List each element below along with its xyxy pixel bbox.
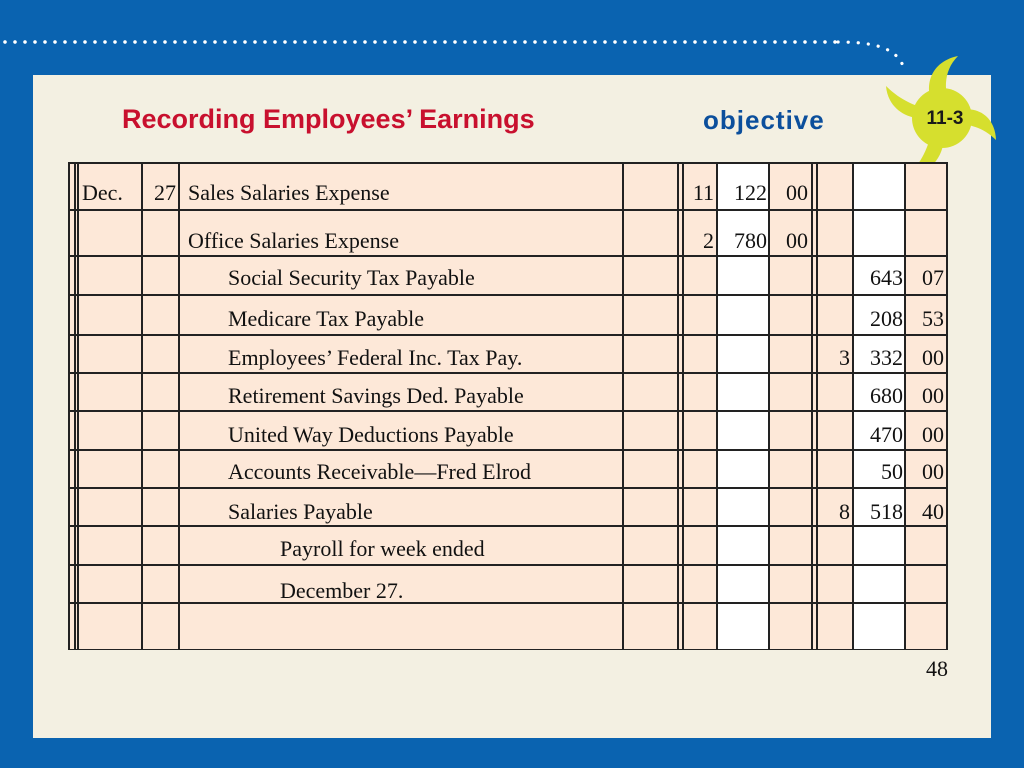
account-title: Retirement Savings Ded. Payable [228,383,524,408]
debit-units: 780 [734,228,767,253]
table-column-divider [141,162,143,650]
table-column-divider [68,162,70,650]
debit-cents: 00 [786,180,808,205]
page-number: 48 [926,656,948,681]
account-title: Payroll for week ended [280,536,485,561]
account-title: United Way Deductions Payable [228,422,514,447]
account-title: Accounts Receivable—Fred Elrod [228,459,532,484]
date-day: 27 [154,180,176,205]
slide-title: Recording Employees’ Earnings [122,104,535,134]
table-column-divider [74,162,76,650]
account-title: Employees’ Federal Inc. Tax Pay. [228,345,523,370]
account-title: Salaries Payable [228,499,373,524]
credit-thousands: 3 [839,345,850,370]
credit-thousands: 8 [839,499,850,524]
table-column-divider [816,162,818,650]
journal-table [68,162,948,650]
debit-cents: 00 [786,228,808,253]
credit-units: 50 [881,459,903,484]
credit-cents: 00 [922,383,944,408]
table-column-divider [622,162,624,650]
credit-units: 643 [870,265,903,290]
account-title: Social Security Tax Payable [228,265,475,290]
credit-units: 518 [870,499,903,524]
credit-cents: 00 [922,459,944,484]
account-title: Sales Salaries Expense [188,180,390,205]
debit-units: 122 [734,180,767,205]
credit-units: 332 [870,345,903,370]
table-column-divider [946,162,948,650]
debit-thousands: 2 [703,228,714,253]
account-title: Office Salaries Expense [188,228,399,253]
credit-cents: 00 [922,422,944,447]
credit-units: 470 [870,422,903,447]
table-column-divider [77,162,79,650]
table-column-divider [178,162,180,650]
table-column-divider [716,162,718,650]
table-column-divider [677,162,679,650]
credit-cents: 00 [922,345,944,370]
credit-cents: 40 [922,499,944,524]
date-month: Dec. [82,180,123,205]
objective-label: objective [703,105,825,135]
objective-number: 11-3 [926,108,964,129]
account-title: December 27. [280,578,404,603]
credit-units: 208 [870,306,903,331]
credit-cents: 07 [922,265,944,290]
account-title: Medicare Tax Payable [228,306,424,331]
table-column-divider [811,162,813,650]
table-column-divider [852,162,854,650]
credit-units: 680 [870,383,903,408]
debit-thousands: 11 [692,180,714,205]
credit-cents: 53 [922,306,944,331]
dotted-border-decoration [0,38,840,46]
